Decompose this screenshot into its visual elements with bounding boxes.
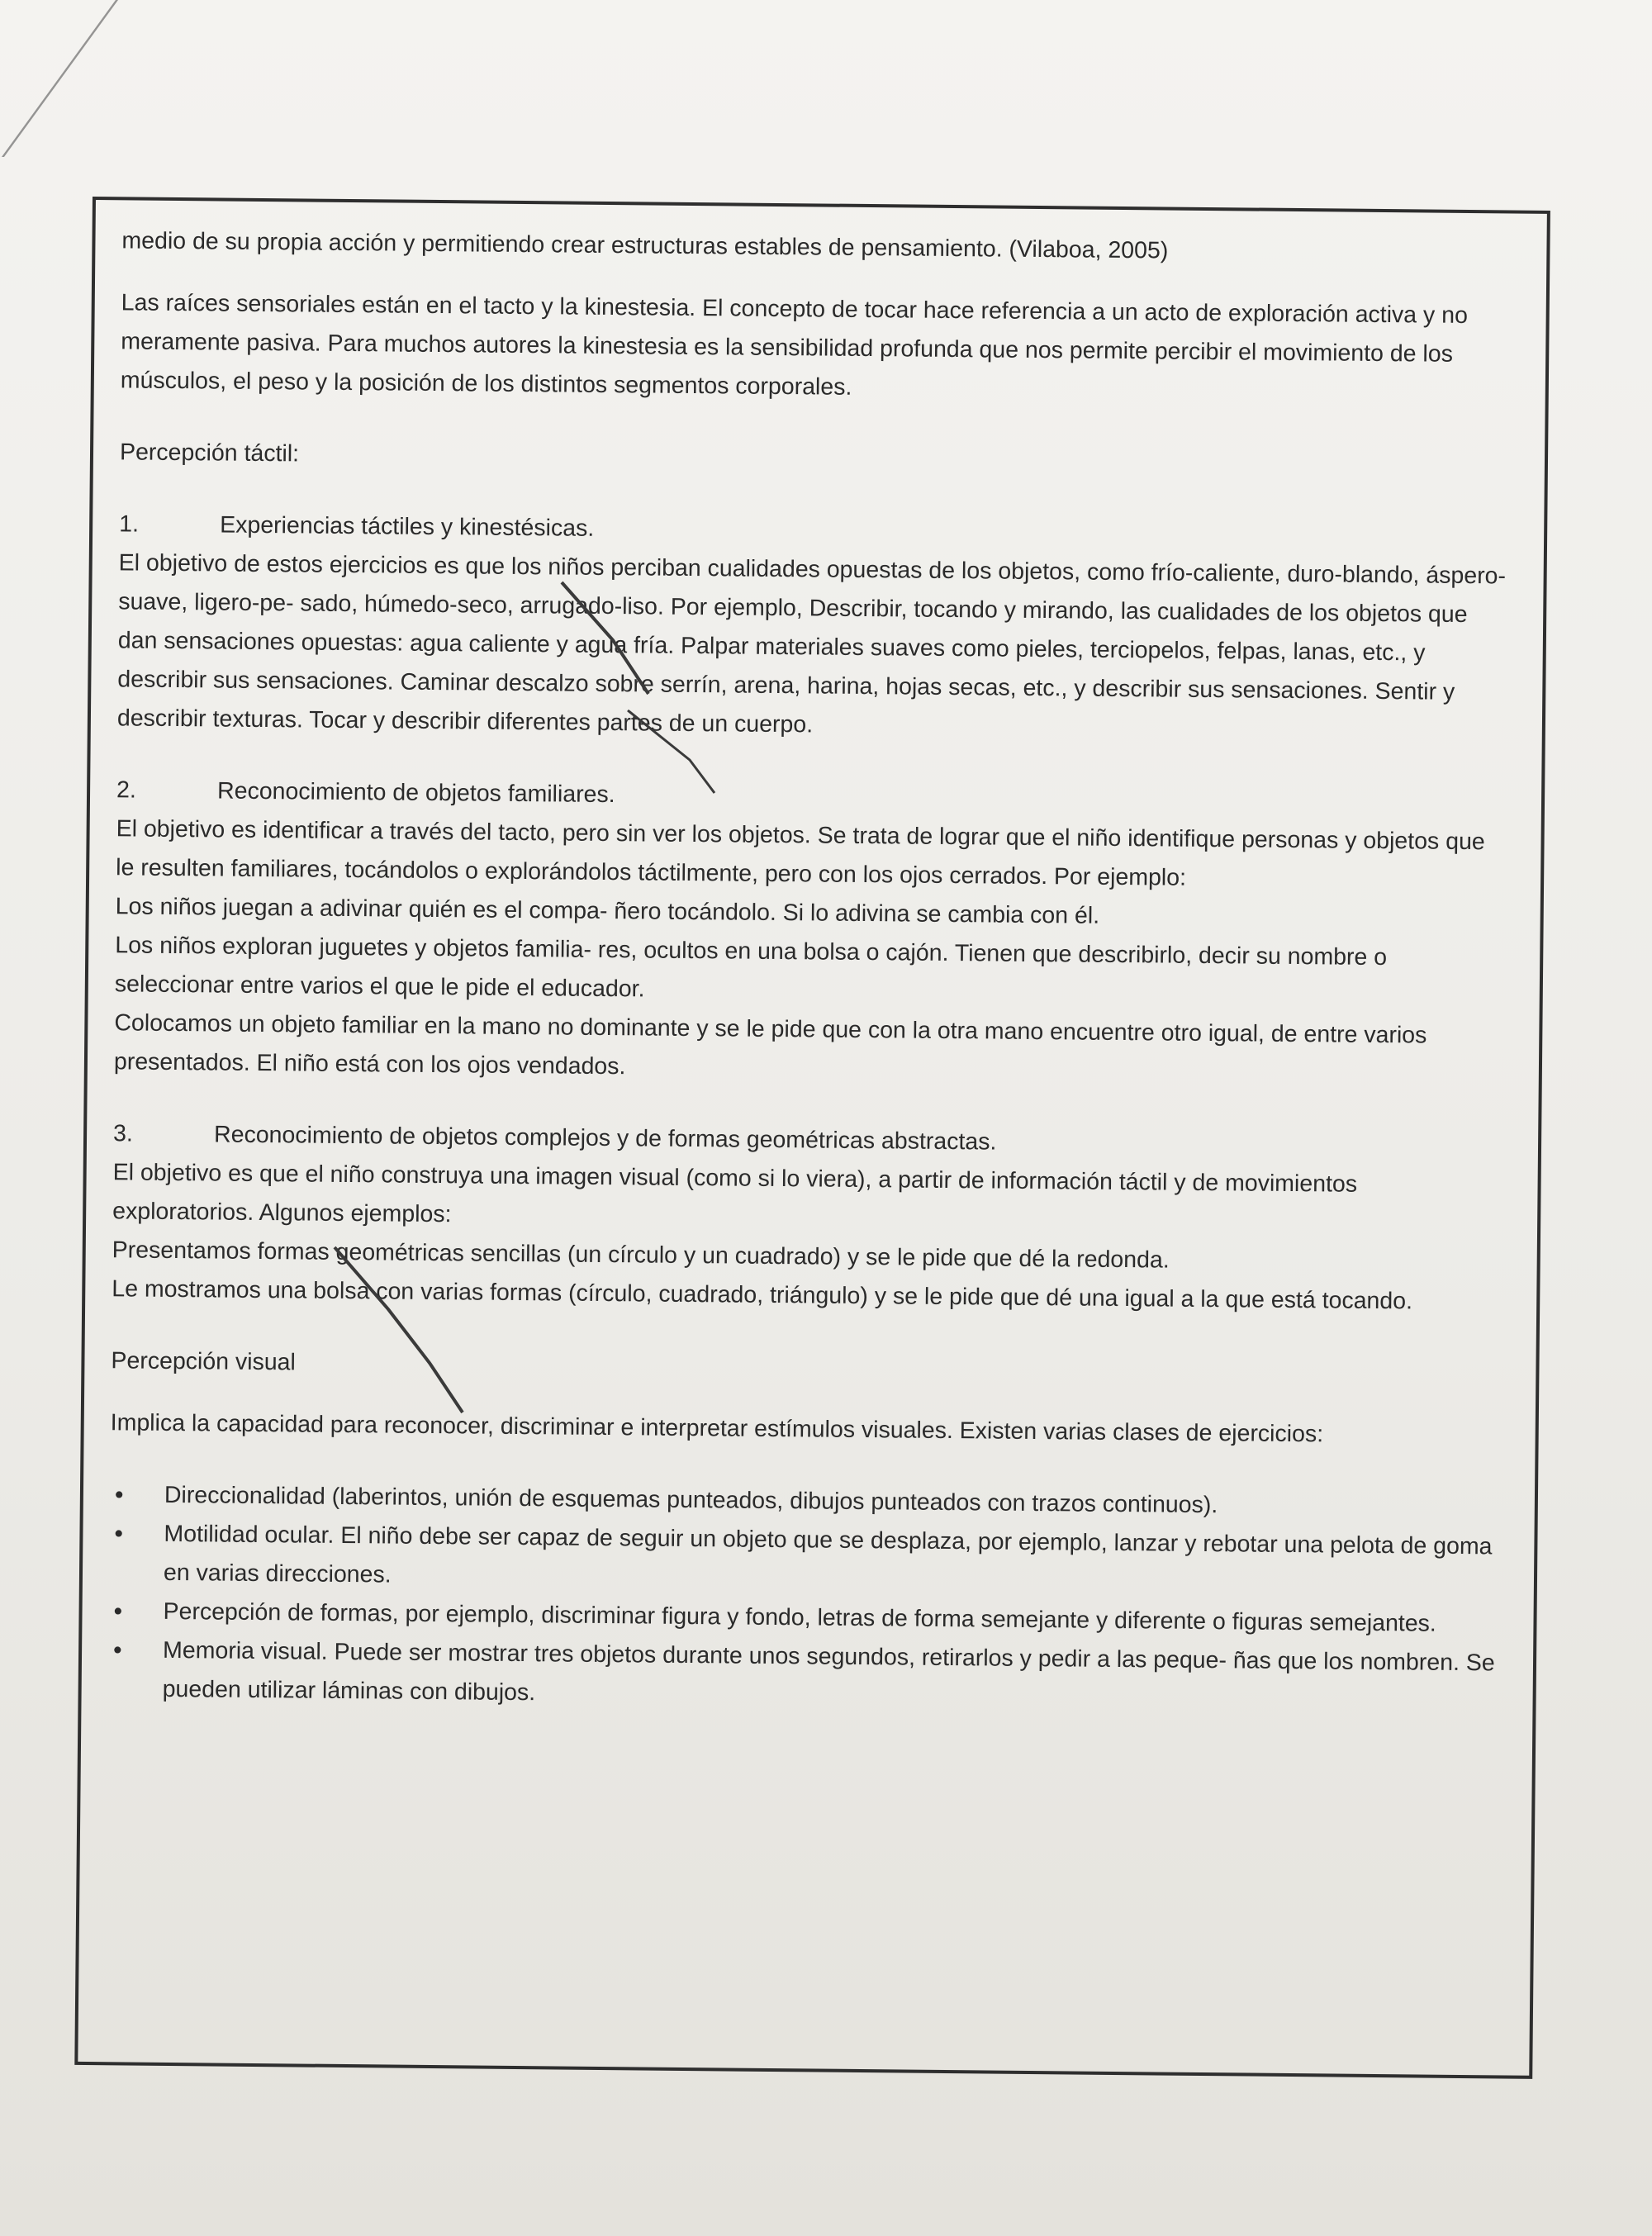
item-1-body: El objetivo de estos ejercicios es que los niños perciban cualidades opuestas de los objetos, como frío-caliente, duro-blando, áspero-suave, ligero-pe- sado, húmedo-seco, arrugado-liso. Por ejemplo, Describir, tocando y mirando, las cualidades de los objetos que dan sensaciones opuestas: agua caliente y agua fría. Palpar materiales suaves como pieles, terciopelos, felpas, lanas, etc., y describir sus sensaciones. Caminar descalzo sobre serrín, arena, harina, hojas secas, etc., y describir sus sensaciones. Sentir y describir texturas. Tocar y describir diferentes partes de un cuerpo. <box>116 549 1507 738</box>
item-3-number: 3. <box>112 1120 134 1147</box>
list-item-1 <box>117 505 1510 751</box>
item-3-line: El objetivo es que el niño construya una imagen visual (como si lo viera), a partir de información táctil y de movimientos exploratorios. Algunos ejemplos: <box>112 1159 1358 1228</box>
list-item-2 <box>114 771 1507 1094</box>
bullet-text: Motilidad ocular. El niño debe ser capaz de seguir un objeto que se desplaza, por ejemplo, lanzar y rebotar una pelota de goma en varias direcciones. <box>163 1520 1493 1588</box>
visual-paragraph: Implica la capacidad para reconocer, discriminar e interpretar estímulos visuales. Existen varias clases de ejercicios: <box>110 1409 1324 1448</box>
bullet-text: Memoria visual. Puede ser mostrar tres objetos durante unos segundos, retirarlos y pedir a las peque- ñas que los nombren. Se pueden utilizar láminas con dibujos. <box>162 1636 1495 1707</box>
item-2-title: Reconocimiento de objetos familiares. <box>216 777 615 809</box>
document-frame <box>74 197 1550 2079</box>
item-3-title: Reconocimiento de objetos complejos y de formas geométricas abstractas. <box>213 1121 997 1156</box>
bullet-dot-icon: • <box>113 1597 123 1626</box>
page-fold-edge <box>0 0 118 157</box>
item-3-line: Presentamos formas geométricas sencillas (un círculo y un cuadrado) y se le pide que dé la redonda. <box>112 1237 1170 1274</box>
continuation-paragraph: medio de su propia acción y permitiendo crear estructuras estables de pensamiento. (Vilaboa, 2005) <box>121 227 1169 264</box>
bullet-item <box>109 1514 1500 1605</box>
item-2-number: 2. <box>116 776 137 804</box>
bullet-text: Percepción de formas, por ejemplo, discriminar figura y fondo, letras de forma semejante y diferente o figuras semejantes. <box>163 1597 1436 1637</box>
bullet-list <box>107 1475 1500 1721</box>
list-item-3 <box>112 1114 1503 1322</box>
item-3-line: Le mostramos una bolsa con varias formas (círculo, cuadrado, triángulo) y se le pide que dé una igual a la que está tocando. <box>112 1275 1413 1315</box>
item-2-line: El objetivo es identificar a través del tacto, pero sin ver los objetos. Se trata de lograr que el niño identifique personas y objetos que le resulten familiares, tocándolos o explorándolos táctilmente, pero con los ojos cerrados. Por ejemplo: <box>116 815 1485 891</box>
bullet-dot-icon: • <box>114 1520 124 1548</box>
heading-percepcion-visual: Percepción visual <box>111 1347 296 1376</box>
item-2-line: Los niños exploran juguetes y objetos familia- res, ocultos en una bolsa o cajón. Tienen que describirlo, decir su nombre o seleccionar entre varios el que le pide el educador. <box>114 932 1388 1003</box>
item-2-line: Colocamos un objeto familiar en la mano no dominante y se le pide que con la otra mano encuentre otro igual, de entre varios presentados. El niño está con los ojos vendados. <box>113 1009 1427 1080</box>
bullet-dot-icon: • <box>114 1481 124 1509</box>
item-2-line: Los niños juegan a adivinar quién es el compa- ñero tocándolo. Si lo adivina se cambia con él. <box>115 893 1100 929</box>
bullet-item <box>107 1631 1498 1721</box>
bullet-text: Direccionalidad (laberintos, unión de esquemas punteados, dibujos punteados con trazos continuos). <box>164 1481 1218 1519</box>
item-1-number: 1. <box>119 510 140 538</box>
heading-percepcion-tactil: Percepción táctil: <box>119 439 300 468</box>
sensorial-paragraph: Las raíces sensoriales están en el tacto y la kinestesia. El concepto de tocar hace referencia a un acto de exploración activa y no meramente pasiva. Para muchos autores la kinestesia es la sensibilidad profunda que nos permite percibir el movimiento de los músculos, el peso y la posición de los distintos segmentos corporales. <box>120 289 1469 401</box>
bullet-dot-icon: • <box>112 1636 122 1664</box>
item-1-title: Experiencias táctiles y kinestésicas. <box>220 511 595 542</box>
